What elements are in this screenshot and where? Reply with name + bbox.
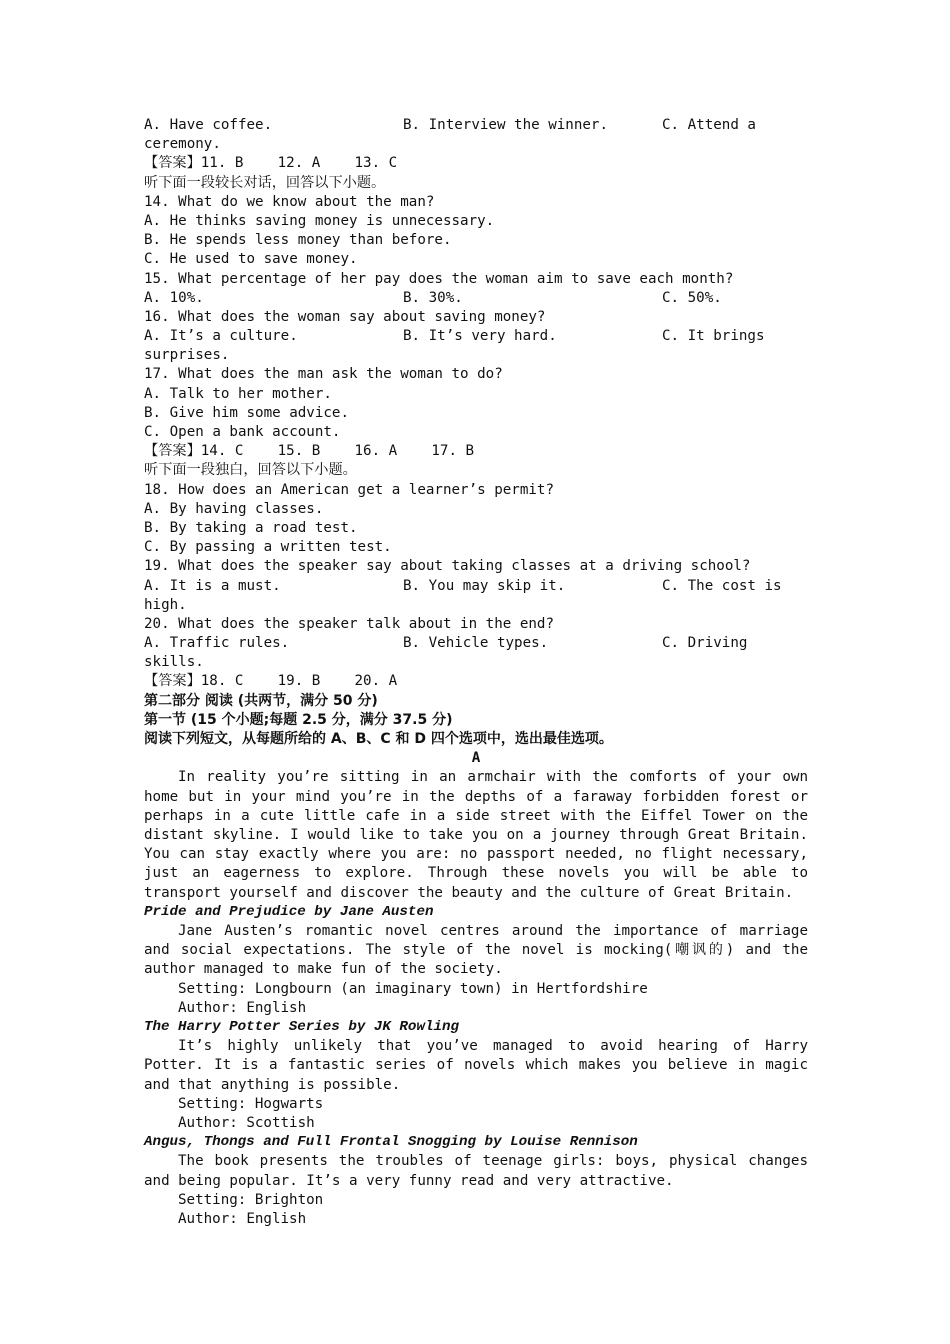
book-author: Author: English: [178, 1210, 307, 1227]
instruction-long-dialogue: 听下面一段较长对话，回答以下小题。: [144, 174, 386, 191]
instruction-monologue: 听下面一段独白，回答以下小题。: [144, 462, 357, 479]
option-c: C. 50%.: [662, 289, 722, 306]
option-c: C. Driving: [662, 635, 748, 652]
question-15: 15. What percentage of her pay does the woman aim to save each month?: [144, 270, 734, 287]
q20-wrap: skills.: [144, 654, 204, 671]
book-author: Author: English: [178, 999, 307, 1016]
question-20: 20. What does the speaker talk about in the end?: [144, 615, 554, 632]
option-a: A. It is a must.: [144, 577, 281, 594]
book-description: It’s highly unlikely that you’ve managed to avoid hearing of Harry Potter. It is a fantastic series of novels which makes you believe in magic and that anything is possible.: [144, 1038, 808, 1093]
option-a: A. Traffic rules.: [144, 635, 290, 652]
book-description: The book presents the troubles of teenage girls: boys, physical changes and being popular. It’s a very funny read and very attractive.: [144, 1153, 808, 1189]
answer-18-20: 【答案】18. C 19. B 20. A: [144, 673, 398, 690]
book-title: Pride and Prejudice by Jane Austen: [144, 903, 434, 920]
question-19: 19. What does the speaker say about taking classes at a driving school?: [144, 558, 751, 575]
intro-paragraph: In reality you’re sitting in an armchair with the comforts of your own home but in your mind you’re in the depths of a faraway forbidden forest or perhaps in a cute little cafe in a side street with the Eiffel Tower on the distant skyline. I would like to take you on a journey through Great Britain. You can stay exactly where you are: no passport needed, no flight necessary, just an eagerness to explore. Through these novels you will be able to transport yourself and discover the beauty and the culture of Great Britain.: [144, 769, 808, 901]
option-c: C. Attend a: [662, 117, 756, 133]
q18-option-a: A. By having classes.: [144, 500, 324, 517]
document-page: [144, 116, 808, 1229]
option-b: B. Interview the winner.: [403, 117, 608, 133]
option-a: A. Have coffee.: [144, 117, 273, 133]
q14-option-b: B. He spends less money than before.: [144, 232, 452, 249]
section1-title: 第一节 (15 个小题;每题 2.5 分，满分 37.5 分): [144, 711, 453, 728]
q17-option-b: B. Give him some advice.: [144, 404, 349, 421]
book-title: The Harry Potter Series by JK Rowling: [144, 1018, 460, 1035]
passage-label: A: [471, 750, 481, 767]
q13-wrap: ceremony.: [144, 136, 221, 153]
answer-11-13: 【答案】11. B 12. A 13. C: [144, 155, 398, 172]
q19-wrap: high.: [144, 596, 187, 613]
option-b: B. You may skip it.: [403, 577, 566, 594]
option-b: B. Vehicle types.: [403, 635, 549, 652]
q13-options: [144, 116, 808, 135]
option-c: C. It brings: [662, 328, 765, 345]
book-author: Author: Scottish: [178, 1114, 315, 1131]
reading-instruction: 阅读下列短文，从每题所给的 A、B、C 和 D 四个选项中，选出最佳选项。: [144, 731, 613, 747]
answer-14-17: 【答案】14. C 15. B 16. A 17. B: [144, 443, 475, 460]
q14-option-c: C. He used to save money.: [144, 251, 358, 268]
option-b: B. 30%.: [403, 289, 463, 306]
option-a: A. 10%.: [144, 289, 204, 306]
q18-option-b: B. By taking a road test.: [144, 519, 358, 536]
q17-option-a: A. Talk to her mother.: [144, 385, 332, 402]
option-b: B. It’s very hard.: [403, 328, 557, 345]
q18-option-c: C. By passing a written test.: [144, 539, 392, 556]
q15-options: [144, 289, 808, 308]
q20-options: [144, 634, 808, 653]
q19-options: [144, 577, 808, 596]
book-title: Angus, Thongs and Full Frontal Snogging by Louise Rennison: [144, 1134, 638, 1151]
option-c: C. The cost is: [662, 577, 782, 594]
book-description: Jane Austen’s romantic novel centres around the importance of marriage and social expectations. The style of the novel is mocking(嘲讽的) and the author managed to make fun of the society.: [144, 922, 808, 978]
option-a: A. It’s a culture.: [144, 328, 298, 345]
q16-wrap: surprises.: [144, 347, 230, 364]
book-setting: Setting: Brighton: [178, 1191, 324, 1208]
q14-option-a: A. He thinks saving money is unnecessary.: [144, 212, 495, 229]
question-16: 16. What does the woman say about saving money?: [144, 308, 546, 325]
book-setting: Setting: Hogwarts: [178, 1095, 324, 1112]
q16-options: [144, 327, 808, 346]
part2-title: 第二部分 阅读 (共两节，满分 50 分): [144, 692, 378, 709]
question-18: 18. How does an American get a learner’s permit?: [144, 481, 554, 498]
question-17: 17. What does the man ask the woman to do?: [144, 366, 503, 383]
book-setting: Setting: Longbourn (an imaginary town) in Hertfordshire: [178, 980, 648, 997]
question-14: 14. What do we know about the man?: [144, 193, 435, 210]
q17-option-c: C. Open a bank account.: [144, 424, 341, 440]
